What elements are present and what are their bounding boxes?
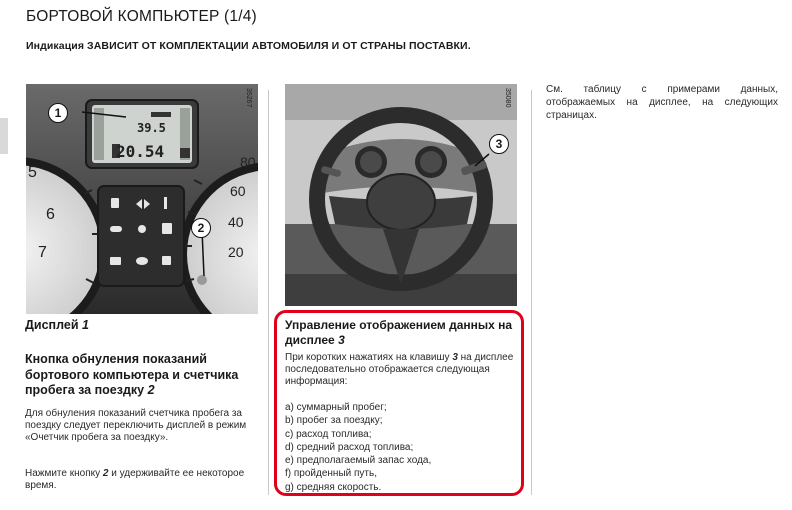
list-item: c) расход топлива; (285, 428, 372, 440)
list-item: b) пробег за поездку; (285, 415, 383, 427)
display-modes-list (285, 401, 520, 494)
gauge-left-label-6: 6 (46, 206, 55, 223)
lcd-value-2: 20.54 (116, 142, 165, 161)
photo-code-right: 35080 (504, 88, 511, 108)
control-intro-pre: При коротких нажатиях на клавишу (285, 352, 453, 363)
display-caption (25, 318, 89, 332)
column-divider-1 (268, 90, 269, 495)
reset-paragraph-2-post: и удерживайте ее некоторое время. (25, 468, 245, 491)
reset-paragraph-2-ref: 2 (102, 468, 109, 479)
display-caption-text: Дисплей (25, 318, 82, 332)
callout-1: 1 (48, 103, 68, 123)
reset-section-heading (25, 352, 255, 399)
display-caption-ref: 1 (81, 318, 89, 332)
control-heading-text: Управление отображением данных на дисплее (285, 318, 513, 347)
control-section-heading (285, 318, 520, 347)
reset-paragraph-2-pre: Нажмите кнопку (25, 468, 103, 479)
gauge-right-label-60: 60 (230, 183, 246, 199)
gauge-left-label-7: 7 (38, 244, 47, 261)
callout-3: 3 (489, 134, 509, 154)
callout-2: 2 (191, 218, 211, 238)
reset-paragraph-1: Для обнуления показаний счетчика пробега за поездку следует переключить дисплей в режим «Очетчик пробега за поездку». (25, 408, 247, 443)
side-note: См. таблицу с примерами данных, отображаемых на дисплее, на следующих страницах. (546, 84, 778, 121)
list-item: a) суммарный пробег; (285, 402, 387, 413)
control-heading-ref: 3 (338, 332, 345, 347)
reset-heading-ref: 2 (147, 383, 155, 397)
photo-code: 35267 (245, 88, 252, 108)
column-divider-2 (531, 90, 532, 495)
reset-paragraph-2 (25, 468, 260, 492)
list-item: f) пройденный путь, (285, 468, 377, 480)
reset-heading-text: Кнопка обнуления показаний бортового компьютера и счетчика пробега за поездку (25, 352, 239, 397)
gauge-right-label-20: 20 (228, 244, 244, 260)
gauge-right-label-80: 80 (240, 154, 256, 170)
control-intro-ref: 3 (452, 352, 458, 363)
gauge-right-label-40: 40 (228, 214, 244, 230)
list-item: d) средний расход топлива; (285, 441, 414, 453)
lcd-value-1: 39.5 (137, 121, 166, 135)
list-item: e) предполагаемый запас хода, (285, 455, 432, 467)
steering-wheel-photo (285, 84, 517, 306)
gauge-left-label-5: 5 (28, 164, 37, 181)
list-item: g) средняя скорость. (285, 481, 382, 493)
steering-wheel-illustration (285, 84, 517, 306)
control-intro-post: на дисплее последовательно отображается следующая информация: (285, 352, 514, 387)
page-title: БОРТОВОЙ КОМПЬЮТЕР (1/4) (26, 8, 257, 25)
page-subtitle: Индикация ЗАВИСИТ ОТ КОМПЛЕКТАЦИИ АВТОМОБИЛЯ И ОТ СТРАНЫ ПОСТАВКИ. (26, 40, 471, 52)
page-edge-tab (0, 118, 8, 154)
control-section-intro (285, 352, 520, 388)
